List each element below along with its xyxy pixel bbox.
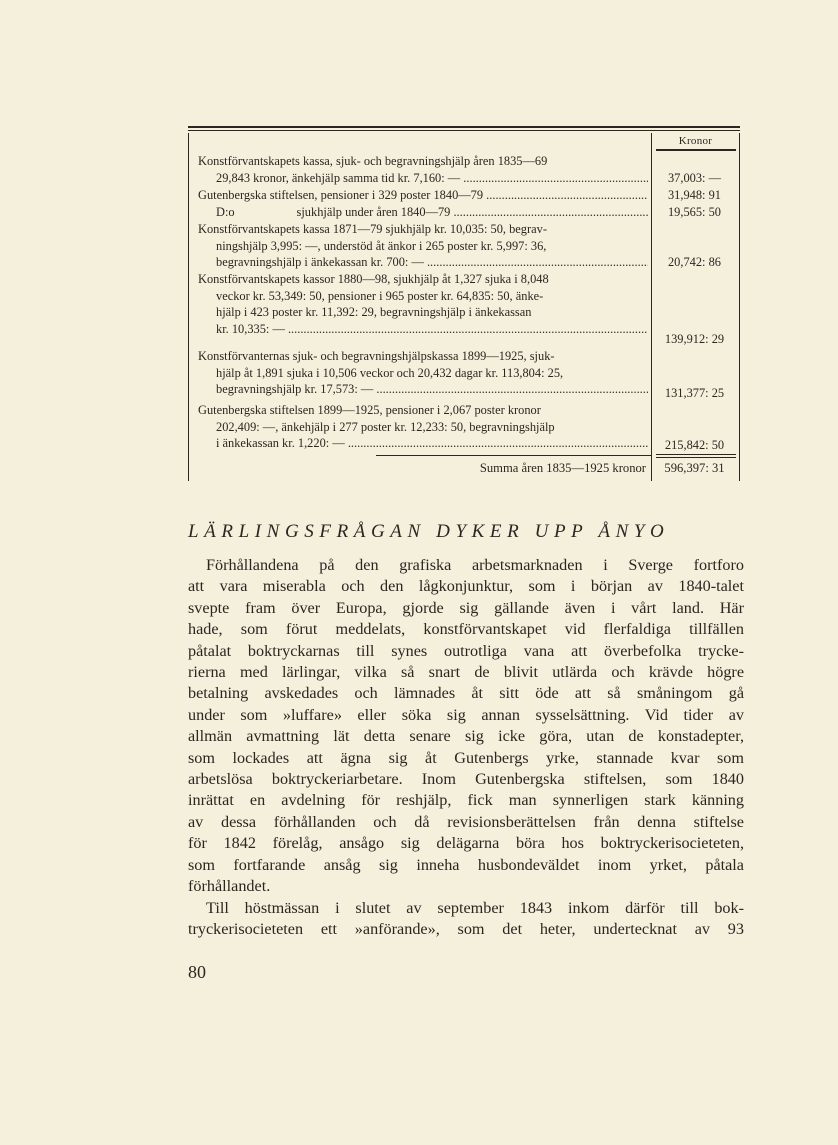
row-line: Gutenbergska stiftelsen 1899—1925, pensioner i 2,067 poster kronor [198,403,541,417]
table-row-amount: 20,742: 86 [667,255,721,269]
sum-rule-thin [656,457,736,458]
row-line: hjälp åt 1,891 sjuka i 10,506 veckor och 20,432 dagar kr. 113,804: 25, [216,365,564,380]
text-line: Till höstmässan i slutet av september 1843 inkom därför till bok- [206,898,744,917]
table-top-rule [188,126,740,128]
row-line: begravningshjälp kr. 17,573: — ..... [198,381,648,398]
row-line: begravningshjälp i änkekassan kr. 700: — ..... [198,254,648,271]
text-line: att vara miserabla och den lågkonjunktur, som i början av 1840-talet [188,577,744,596]
row-line: ningshjälp 3,995: —, understöd åt änkor i 265 poster kr. 5,997: 36, [216,238,547,253]
text-line: arbetslösa boktryckeriarbetare. Inom Gutenbergska stiftelsen, som 1840 [188,770,744,789]
table-row-description [198,187,648,204]
section-heading: LÄRLINGSFRÅGAN DYKER UPP ÅNYO [188,521,670,542]
row-line: hjälp i 423 poster kr. 11,392: 29, begravningshjälp i änkekassan [216,305,532,320]
row-line: Konstförvantskapets kassa 1871—79 sjukhjälp kr. 10,035: 50, begrav- [198,222,547,236]
summary-amount: 596,397: 31 [664,461,725,475]
table-right-border [739,133,740,481]
row-line: Konstförvantskapets kassa, sjuk- och begravningshjälp åren 1835—69 [198,154,548,168]
text-line: för 1842 förelåg, ansågo sig delägarna böra hos boktryckerisocieteten, [188,834,744,853]
column-header-kronor: Kronor [678,135,713,147]
row-line: Konstförvanternas sjuk- och begravningshjälpskassa 1899—1925, sjuk- [198,349,555,363]
text-line: hade, som förut meddelats, konstförvantskapet vid flerfaldiga tillfällen [188,620,744,639]
table-row-description [198,204,648,221]
text-line: betalning avskedades och lämnades åt sitt öde att så småningom gå [188,684,744,703]
row-line: kr. 10,335: — ..... [198,321,648,338]
text-line: som fortfarande ansåg sig inneha husbondeväldet inom yrket, påtala [188,855,744,874]
table-row-description [198,271,648,337]
row-line: 29,843 kronor, änkehjälp samma tid kr. 7,160: — ..... [198,170,648,187]
row-line: Gutenbergska stiftelsen, pensioner i 329 poster 1840—79 ..... [198,187,648,204]
page-number: 80 [188,962,206,982]
text-line: tryckerisocieteten ett »anförande», som det heter, undertecknat av 93 [188,919,744,938]
text-line: påtalat boktryckarnas till synes outrotliga vana att överbefolka trycke- [188,641,744,660]
table-row-description [198,402,648,452]
text-line: inrättat en avdelning för reshjälp, fick man synnerligen stark känning [188,791,744,810]
table-row-amount: 37,003: — [667,171,721,185]
summary-rule [376,455,651,456]
text-line: rierna med lärlingar, vilka så snart de blivit utlärda och krävde högre [188,663,744,682]
payments-table [188,126,740,482]
row-line: D:o sjukhjälp under åren 1840—79 ..... [198,204,648,221]
table-row-amount: 19,565: 50 [667,205,721,219]
column-header-underline [656,149,736,151]
body-text [188,555,744,940]
text-line: allmän avmattning lät detta senare sig icke göra, utan de konstadepter, [188,727,744,746]
table-row-amount: 139,912: 29 [664,332,725,346]
summary-label: Summa åren 1835—1925 kronor [479,461,646,475]
table-row-amount: 215,842: 50 [664,438,725,452]
table-row-amount: 31,948: 91 [667,188,721,202]
text-line: som lockades att ägna sig åt Gutenbergs yrke, stannade kvar som [188,748,744,767]
table-row-description [198,221,648,271]
text-line: under som »luffare» eller söka sig annan sysselsättning. Vid tider av [188,705,744,724]
table-top-rule-thin [188,130,740,131]
row-line: veckor kr. 53,349: 50, pensioner i 965 poster kr. 64,835: 50, änke- [216,288,544,303]
text-line: Förhållandena på den grafiska arbetsmarknaden i Sverge fortforo [206,556,744,574]
row-line: i änkekassan kr. 1,220: — ..... [198,435,648,452]
table-row-description [198,153,648,186]
table-row-amount: 131,377: 25 [664,386,725,400]
row-line: Konstförvantskapets kassor 1880—98, sjukhjälp åt 1,327 sjuka i 8,048 [198,272,549,286]
row-line: 202,409: —, änkehjälp i 277 poster kr. 12,233: 50, begravningshjälp [216,419,555,434]
table-row-description [198,348,648,398]
text-line: av dessa förhållanden och då revisionsberättelsen från denna stiftelse [188,812,744,831]
table-left-border [188,133,189,481]
text-line: svepte fram över Europa, gjorde sig gällande även i vårt land. Här [188,598,744,617]
text-line: förhållandet. [188,877,271,896]
sum-rule [656,454,736,455]
